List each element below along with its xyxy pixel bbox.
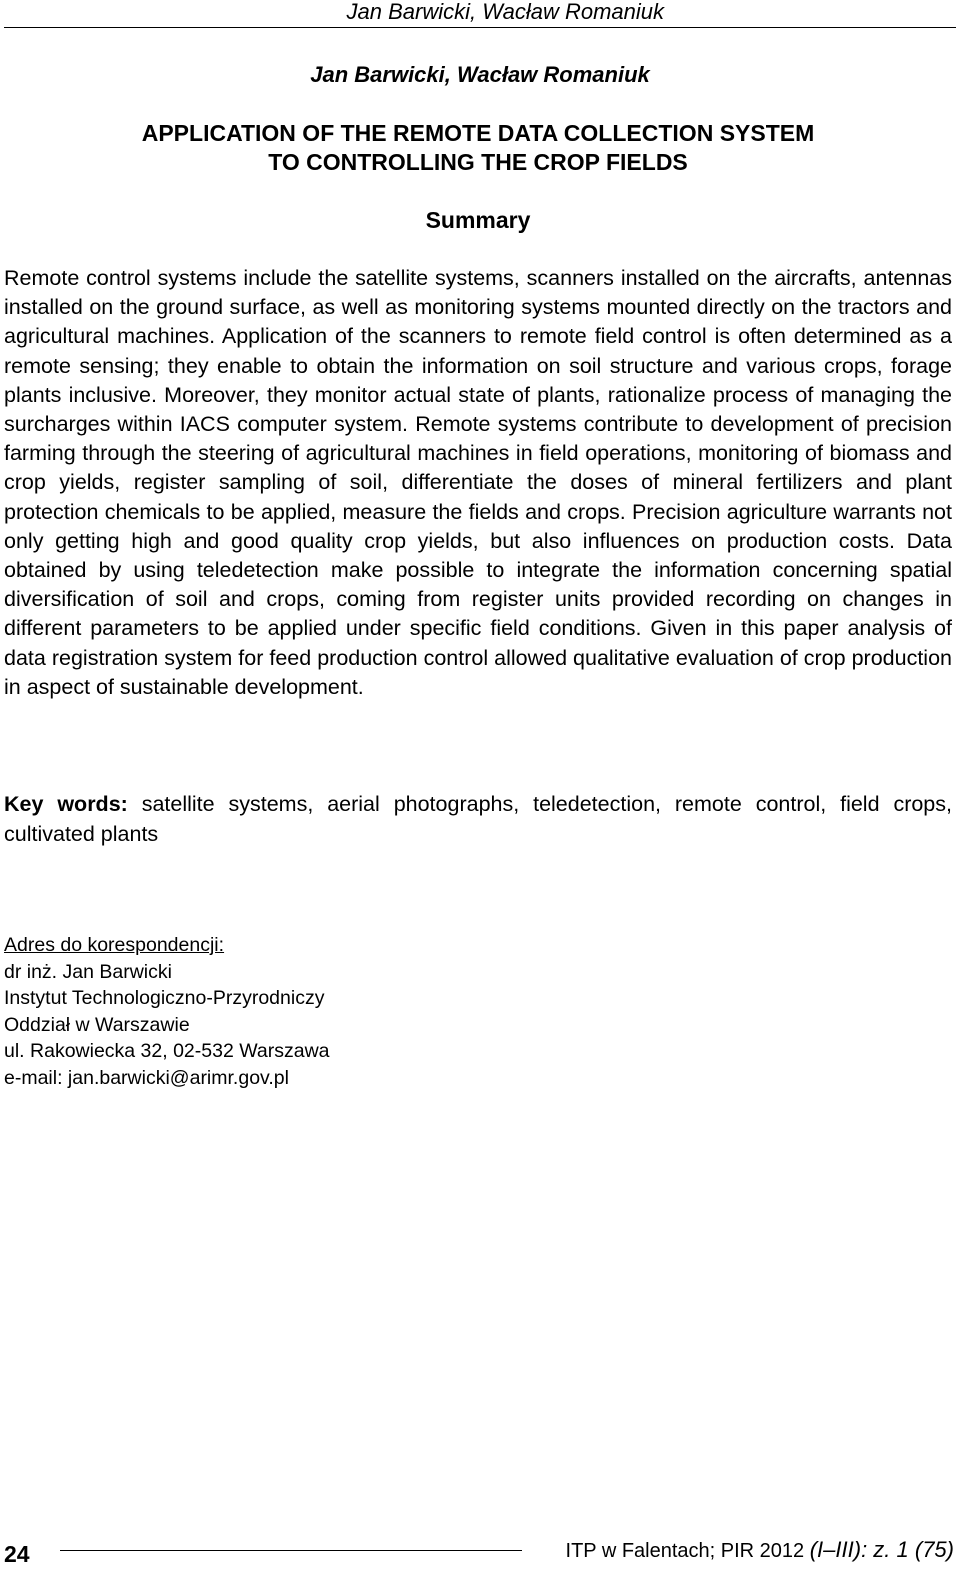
paper-title-line-2: TO CONTROLLING THE CROP FIELDS [268,149,688,175]
correspondence-line: ul. Rakowiecka 32, 02-532 Warszawa [4,1040,330,1062]
summary-text: Remote control systems include the satellite systems, scanners installed on the aircrafts, antennas installed on the ground surface, as well as monitoring systems mounted directly on the tractors and agricultural machines. Application of the scanners to remote field control is often determined as a remote sensing; they enable to obtain the information on soil structure and various crops, forage plants inclusive. Moreover, they monitor actual state of plants, rationalize process of managing the surcharges within IACS computer system. Remote systems contribute to development of precision farming through the steering of agricultural machines in field operations, monitoring of biomass and crop yields, register sampling of soil, differentiate the doses of mineral fertilizers and plant protection chemicals to be applied, measure the fields and crops. Precision agriculture warrants not only getting high and good quality crop yields, but also influences on production costs. Data obtained by using teledetection make possible to integrate the information concerning spatial diversification of soil and crops, coming from register units provided recording on changes in different parameters to be applied under specific field conditions. Given in this paper analysis of data registration system for feed production control allowed qualitative evaluation of crop production in aspect of sustainable development. [4,266,952,699]
paper-title [0,119,956,177]
footer-rule [60,1550,522,1551]
correspondence-line: dr inż. Jan Barwicki [4,960,172,983]
correspondence-line: Instytut Technologiczno-Przyrodniczy [4,987,325,1009]
page-number: 24 [4,1541,30,1567]
keywords-text: satellite systems, aerial photographs, teledetection, remote control, field crops, cultivated plants [4,792,952,846]
keywords [4,790,952,849]
correspondence-email: e-mail: jan.barwicki@arimr.gov.pl [4,1066,289,1089]
correspondence-line: Oddział w Warszawie [4,1013,190,1036]
journal-issue: (I–III): z. 1 (75) [809,1537,954,1562]
keywords-label: Key words: [4,792,128,816]
correspondence-block [4,932,604,1091]
running-header [4,0,956,28]
journal-citation [566,1537,954,1563]
journal-name: ITP w Falentach; PIR 2012 [565,1540,805,1562]
authors: Jan Barwicki, Wacław Romaniuk [310,62,650,87]
running-header-text: Jan Barwicki, Wacław Romaniuk [346,0,664,24]
correspondence-label: Adres do korespondencji: [4,934,225,956]
paper-title-line-1: APPLICATION OF THE REMOTE DATA COLLECTION SYSTEM [141,120,815,146]
page-footer [4,1537,954,1567]
summary-heading: Summary [425,207,531,233]
